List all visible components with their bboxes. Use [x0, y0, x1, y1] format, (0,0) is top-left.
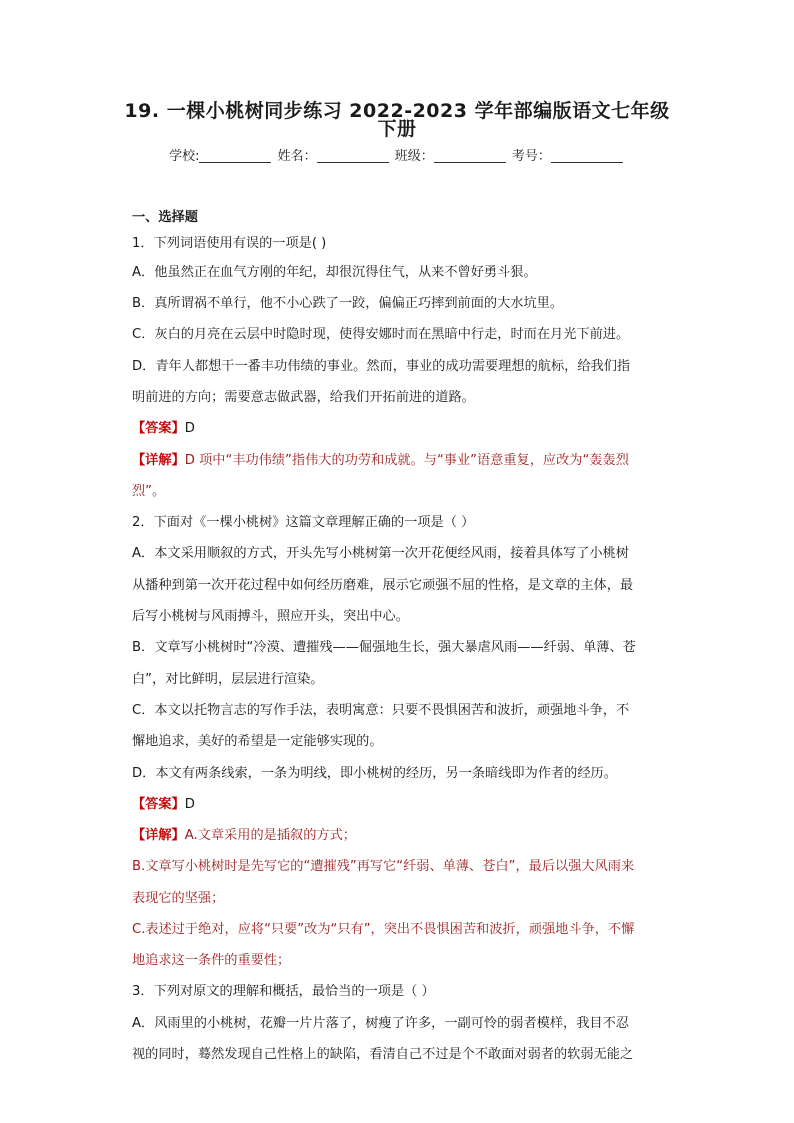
class-blank — [434, 148, 506, 163]
q2-stem: 2．下面对《一棵小桃树》这篇文章理解正确的一项是（ ） — [132, 515, 475, 530]
document-title-continued: 下册 — [377, 118, 417, 140]
name-blank — [317, 148, 389, 163]
q2-option-d: D．本文有两条线索，一条为明线，即小桃树的经历，另一条暗线即为作者的经历。 — [132, 766, 617, 781]
exam-no-blank — [551, 148, 623, 163]
q2-option-a-line3: 后写小桃树与风雨搏斗，照应开头，突出中心。 — [132, 609, 409, 624]
q2-detail-b-continued: 表现它的坚强； — [132, 891, 225, 906]
q1-option-a: A．他虽然正在血气方刚的年纪，却很沉得住气，从来不曾好勇斗狠。 — [132, 265, 537, 280]
detail-text: A.文章采用的是插叙的方式； — [184, 828, 356, 843]
q2-answer — [132, 796, 195, 814]
q2-detail-c: C.表述过于绝对，应将“只要”改为“只有”，突出不畏惧困苦和波折，顽强地斗争，不懈 — [132, 922, 635, 937]
q1-option-b: B．真所谓祸不单行，他不小心跌了一跤，偏偏正巧摔到前面的大水坑里。 — [132, 296, 564, 311]
section-title: 一、选择题 — [132, 210, 198, 225]
q1-stem: 1．下列词语使用有误的一项是( ) — [132, 236, 327, 251]
q1-detail-continued: 烈”。 — [132, 484, 166, 499]
q2-option-a-line2: 从播种到第一次开花过程中如何经历磨难，展示它顽强不屈的性格，是文章的主体，最 — [132, 578, 634, 593]
q1-option-d-continued: 明前进的方向；需要意志做武器，给我们开拓前进的道路。 — [132, 390, 475, 405]
answer-tag: 【答案】 — [132, 797, 185, 812]
answer-value: D — [184, 797, 195, 812]
q2-option-b-line2: 白”，对比鲜明，层层进行渲染。 — [132, 672, 324, 687]
q1-option-d: D．青年人都想干一番丰功伟绩的事业。然而，事业的成功需要理想的航标，给我们指 — [132, 359, 631, 374]
q3-stem: 3．下列对原文的理解和概括，最恰当的一项是（ ） — [132, 984, 435, 999]
q2-detail-c-continued: 地追求这一条件的重要性； — [132, 953, 291, 968]
school-blank — [199, 148, 271, 163]
q2-option-a: A．本文采用顺叙的方式，开头先写小桃树第一次开花便经风雨，接着具体写了小桃树 — [132, 546, 629, 561]
q2-option-c: C．本文以托物言志的写作手法，表明寓意：只要不畏惧困苦和波折，顽强地斗争，不 — [132, 703, 630, 718]
q2-detail — [132, 827, 356, 845]
name-label: 姓名： — [277, 149, 317, 164]
class-label: 班级： — [394, 149, 434, 164]
q3-option-a-line2: 视的同时，蓦然发现自己性格上的缺陷，看清自己不过是个不敢面对弱者的软弱无能之 — [132, 1047, 634, 1062]
answer-value: D — [184, 421, 195, 436]
q3-option-a: A．风雨里的小桃树，花瓣一片片落了，树瘦了许多，一副可怜的弱者模样，我目不忍 — [132, 1016, 629, 1031]
q2-option-b: B．文章写小桃树时“冷漠、遭摧残——倔强地生长，强大暴虐风雨——纤弱、单薄、苍 — [132, 640, 636, 655]
q1-answer — [132, 420, 195, 438]
q1-detail — [132, 452, 629, 470]
document-title: 19. 一棵小桃树同步练习 2022-2023 学年部编版语文七年级 — [124, 100, 670, 122]
answer-tag: 【答案】 — [132, 421, 185, 436]
q2-detail-b: B.文章写小桃树时是先写它的“遭摧残”再写它“纤弱、单薄、苍白”，最后以强大风雨来 — [132, 859, 635, 874]
exam-no-label: 考号： — [511, 149, 551, 164]
detail-text: D 项中“丰功伟绩”指伟大的功劳和成就。与“事业”语意重复，应改为“轰轰烈 — [184, 453, 629, 468]
student-info-row — [0, 145, 794, 164]
q1-option-c: C．灰白的月亮在云层中时隐时现，使得安娜时而在黑暗中行走，时而在月光下前进。 — [132, 327, 630, 342]
school-label: 学校: — [169, 149, 200, 164]
detail-tag: 【详解】 — [132, 453, 185, 468]
q2-option-c-line2: 懈地追求，美好的希望是一定能够实现的。 — [132, 734, 383, 749]
detail-tag: 【详解】 — [132, 828, 185, 843]
